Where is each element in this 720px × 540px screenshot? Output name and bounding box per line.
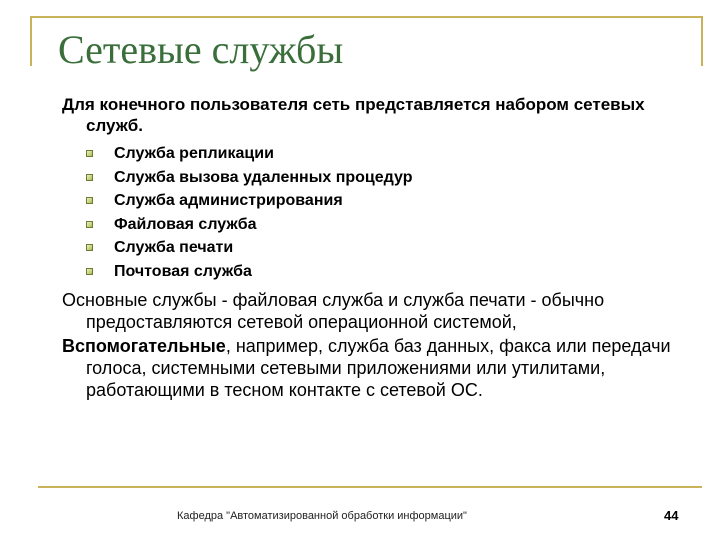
auxiliary-label: Вспомогательные xyxy=(62,336,226,356)
service-label: Почтовая служба xyxy=(114,262,252,280)
frame-left-line xyxy=(30,16,32,66)
list-item xyxy=(62,213,692,237)
frame-top-line xyxy=(30,16,703,18)
square-bullet-icon xyxy=(86,197,93,204)
footer-department: Кафедра "Автоматизированной обработки информации" xyxy=(177,510,467,522)
list-item xyxy=(62,236,692,260)
service-label: Служба вызова удаленных процедур xyxy=(114,168,413,186)
list-item xyxy=(62,189,692,213)
square-bullet-icon xyxy=(86,174,93,181)
page-number: 44 xyxy=(664,508,679,523)
service-label: Служба репликации xyxy=(114,145,274,162)
slide-body xyxy=(62,94,692,403)
auxiliary-services-text xyxy=(62,335,692,401)
auxiliary-description: , например, служба баз данных, факса или передачи голоса, системными сетевыми приложениями или утилитами, работающими в тесном контакте с сетевой ОС. xyxy=(86,336,671,400)
main-services-text: Основные службы - файловая служба и служба печати - обычно предоставляются сетевой операционной системой, xyxy=(62,290,605,332)
square-bullet-icon xyxy=(86,268,93,275)
square-bullet-icon xyxy=(86,221,93,228)
square-bullet-icon xyxy=(86,150,93,157)
footer-divider xyxy=(38,486,702,488)
services-list xyxy=(62,142,692,283)
service-label: Служба администрирования xyxy=(114,192,343,209)
service-label: Файловая служба xyxy=(114,215,257,233)
slide-title: Сетевые службы xyxy=(58,27,344,72)
list-item xyxy=(62,142,692,166)
list-item xyxy=(62,166,692,190)
square-bullet-icon xyxy=(86,244,93,251)
list-item xyxy=(62,260,692,284)
frame-right-line xyxy=(701,16,703,66)
service-label: Служба печати xyxy=(114,239,234,256)
intro-text: Для конечного пользователя сеть представляется набором сетевых служб. xyxy=(62,95,645,135)
